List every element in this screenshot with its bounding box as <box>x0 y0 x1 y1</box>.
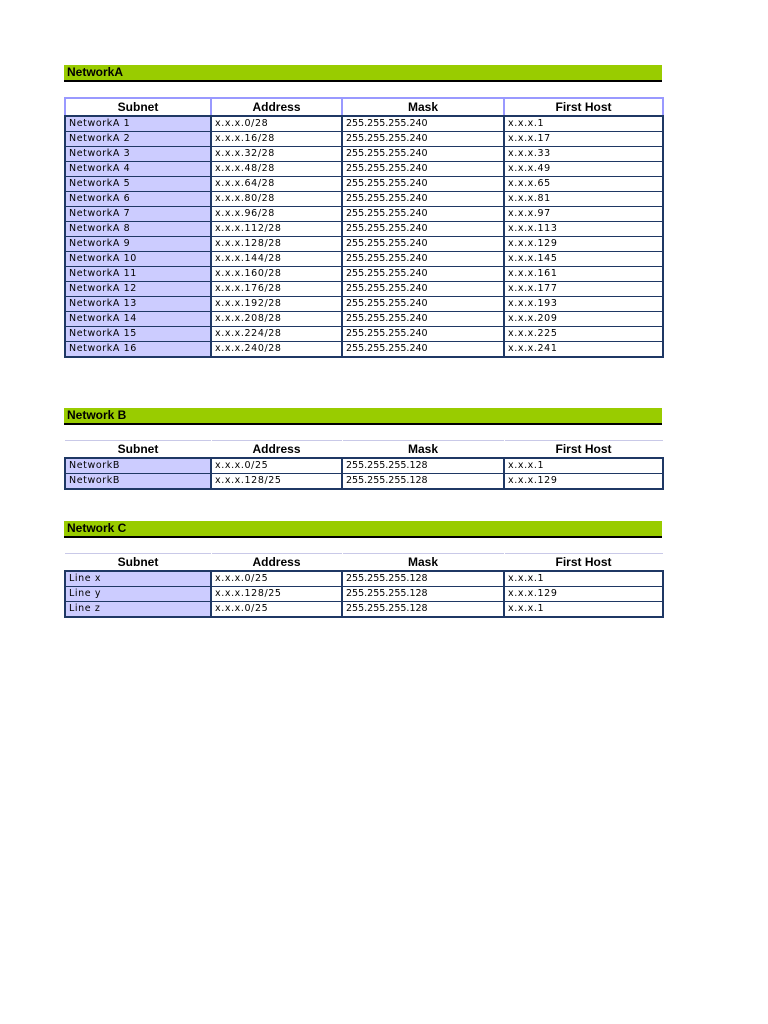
mask-cell: 255.255.255.240 <box>342 237 504 252</box>
table-row <box>65 132 663 147</box>
address-cell: x.x.x.224/28 <box>211 327 342 342</box>
subnet-cell: Line x <box>65 571 211 587</box>
first-host-cell: x.x.x.145 <box>504 252 663 267</box>
subnet-cell: NetworkA 4 <box>65 162 211 177</box>
first-host-cell: x.x.x.97 <box>504 207 663 222</box>
subnet-cell: NetworkA 15 <box>65 327 211 342</box>
table-row <box>65 147 663 162</box>
address-cell: x.x.x.64/28 <box>211 177 342 192</box>
column-header-first-host: First Host <box>504 98 663 116</box>
mask-cell: 255.255.255.240 <box>342 132 504 147</box>
subnet-cell: NetworkB <box>65 458 211 474</box>
subnet-cell: NetworkA 9 <box>65 237 211 252</box>
subnet-cell: NetworkA 7 <box>65 207 211 222</box>
first-host-cell: x.x.x.33 <box>504 147 663 162</box>
address-cell: x.x.x.48/28 <box>211 162 342 177</box>
mask-cell: 255.255.255.240 <box>342 327 504 342</box>
table-header-row <box>65 441 663 459</box>
mask-cell: 255.255.255.240 <box>342 282 504 297</box>
network-c-table <box>64 553 664 618</box>
network-c-rows <box>65 571 663 617</box>
column-header-address: Address <box>211 554 342 572</box>
network-a-title: NetworkA <box>64 65 662 82</box>
mask-cell: 255.255.255.240 <box>342 177 504 192</box>
table-row <box>65 162 663 177</box>
table-header-row <box>65 98 663 116</box>
subnet-cell: NetworkA 16 <box>65 342 211 358</box>
subnet-cell: NetworkA 12 <box>65 282 211 297</box>
mask-cell: 255.255.255.240 <box>342 222 504 237</box>
network-b-section <box>64 408 662 490</box>
subnet-cell: Line y <box>65 587 211 602</box>
first-host-cell: x.x.x.177 <box>504 282 663 297</box>
column-header-first-host: First Host <box>504 554 663 572</box>
table-row <box>65 312 663 327</box>
mask-cell: 255.255.255.128 <box>342 571 504 587</box>
table-row <box>65 282 663 297</box>
column-header-mask: Mask <box>342 98 504 116</box>
first-host-cell: x.x.x.129 <box>504 474 663 490</box>
first-host-cell: x.x.x.129 <box>504 237 663 252</box>
first-host-cell: x.x.x.1 <box>504 602 663 618</box>
subnet-cell: NetworkA 14 <box>65 312 211 327</box>
address-cell: x.x.x.16/28 <box>211 132 342 147</box>
column-header-subnet: Subnet <box>65 554 211 572</box>
table-header-row <box>65 554 663 572</box>
first-host-cell: x.x.x.81 <box>504 192 663 207</box>
address-cell: x.x.x.128/25 <box>211 474 342 490</box>
table-row <box>65 116 663 132</box>
subnet-cell: NetworkA 3 <box>65 147 211 162</box>
address-cell: x.x.x.160/28 <box>211 267 342 282</box>
first-host-cell: x.x.x.129 <box>504 587 663 602</box>
first-host-cell: x.x.x.161 <box>504 267 663 282</box>
column-header-subnet: Subnet <box>65 441 211 459</box>
mask-cell: 255.255.255.240 <box>342 162 504 177</box>
column-header-mask: Mask <box>342 554 504 572</box>
subnet-cell: NetworkA 11 <box>65 267 211 282</box>
table-row <box>65 252 663 267</box>
table-row <box>65 222 663 237</box>
mask-cell: 255.255.255.128 <box>342 474 504 490</box>
table-row <box>65 458 663 474</box>
address-cell: x.x.x.0/28 <box>211 116 342 132</box>
address-cell: x.x.x.144/28 <box>211 252 342 267</box>
first-host-cell: x.x.x.1 <box>504 458 663 474</box>
subnet-cell: NetworkA 13 <box>65 297 211 312</box>
network-b-title: Network B <box>64 408 662 425</box>
mask-cell: 255.255.255.240 <box>342 297 504 312</box>
address-cell: x.x.x.0/25 <box>211 571 342 587</box>
table-row <box>65 177 663 192</box>
first-host-cell: x.x.x.209 <box>504 312 663 327</box>
table-row <box>65 602 663 618</box>
table-row <box>65 587 663 602</box>
first-host-cell: x.x.x.1 <box>504 116 663 132</box>
mask-cell: 255.255.255.240 <box>342 192 504 207</box>
network-b-rows <box>65 458 663 489</box>
address-cell: x.x.x.192/28 <box>211 297 342 312</box>
mask-cell: 255.255.255.240 <box>342 312 504 327</box>
table-row <box>65 207 663 222</box>
subnet-cell: NetworkA 5 <box>65 177 211 192</box>
mask-cell: 255.255.255.128 <box>342 587 504 602</box>
mask-cell: 255.255.255.128 <box>342 458 504 474</box>
table-row <box>65 571 663 587</box>
subnet-cell: NetworkA 1 <box>65 116 211 132</box>
column-header-first-host: First Host <box>504 441 663 459</box>
mask-cell: 255.255.255.240 <box>342 252 504 267</box>
subnet-cell: NetworkA 6 <box>65 192 211 207</box>
mask-cell: 255.255.255.240 <box>342 147 504 162</box>
table-row <box>65 327 663 342</box>
first-host-cell: x.x.x.49 <box>504 162 663 177</box>
mask-cell: 255.255.255.128 <box>342 602 504 618</box>
first-host-cell: x.x.x.193 <box>504 297 663 312</box>
subnet-cell: NetworkB <box>65 474 211 490</box>
mask-cell: 255.255.255.240 <box>342 116 504 132</box>
table-row <box>65 267 663 282</box>
first-host-cell: x.x.x.113 <box>504 222 663 237</box>
address-cell: x.x.x.128/25 <box>211 587 342 602</box>
network-a-rows <box>65 116 663 357</box>
address-cell: x.x.x.208/28 <box>211 312 342 327</box>
address-cell: x.x.x.112/28 <box>211 222 342 237</box>
network-a-table <box>64 97 664 358</box>
address-cell: x.x.x.80/28 <box>211 192 342 207</box>
address-cell: x.x.x.176/28 <box>211 282 342 297</box>
address-cell: x.x.x.240/28 <box>211 342 342 358</box>
first-host-cell: x.x.x.1 <box>504 571 663 587</box>
first-host-cell: x.x.x.225 <box>504 327 663 342</box>
mask-cell: 255.255.255.240 <box>342 342 504 358</box>
network-a-section <box>64 65 662 358</box>
network-c-title: Network C <box>64 521 662 538</box>
first-host-cell: x.x.x.17 <box>504 132 663 147</box>
table-row <box>65 342 663 358</box>
table-row <box>65 192 663 207</box>
mask-cell: 255.255.255.240 <box>342 267 504 282</box>
first-host-cell: x.x.x.241 <box>504 342 663 358</box>
address-cell: x.x.x.128/28 <box>211 237 342 252</box>
mask-cell: 255.255.255.240 <box>342 207 504 222</box>
address-cell: x.x.x.96/28 <box>211 207 342 222</box>
column-header-mask: Mask <box>342 441 504 459</box>
address-cell: x.x.x.32/28 <box>211 147 342 162</box>
column-header-subnet: Subnet <box>65 98 211 116</box>
address-cell: x.x.x.0/25 <box>211 458 342 474</box>
subnet-cell: NetworkA 10 <box>65 252 211 267</box>
subnet-cell: NetworkA 2 <box>65 132 211 147</box>
table-row <box>65 237 663 252</box>
subnet-cell: Line z <box>65 602 211 618</box>
column-header-address: Address <box>211 441 342 459</box>
subnet-cell: NetworkA 8 <box>65 222 211 237</box>
address-cell: x.x.x.0/25 <box>211 602 342 618</box>
first-host-cell: x.x.x.65 <box>504 177 663 192</box>
table-row <box>65 474 663 490</box>
network-c-section <box>64 521 662 618</box>
network-b-table <box>64 440 664 490</box>
table-row <box>65 297 663 312</box>
column-header-address: Address <box>211 98 342 116</box>
